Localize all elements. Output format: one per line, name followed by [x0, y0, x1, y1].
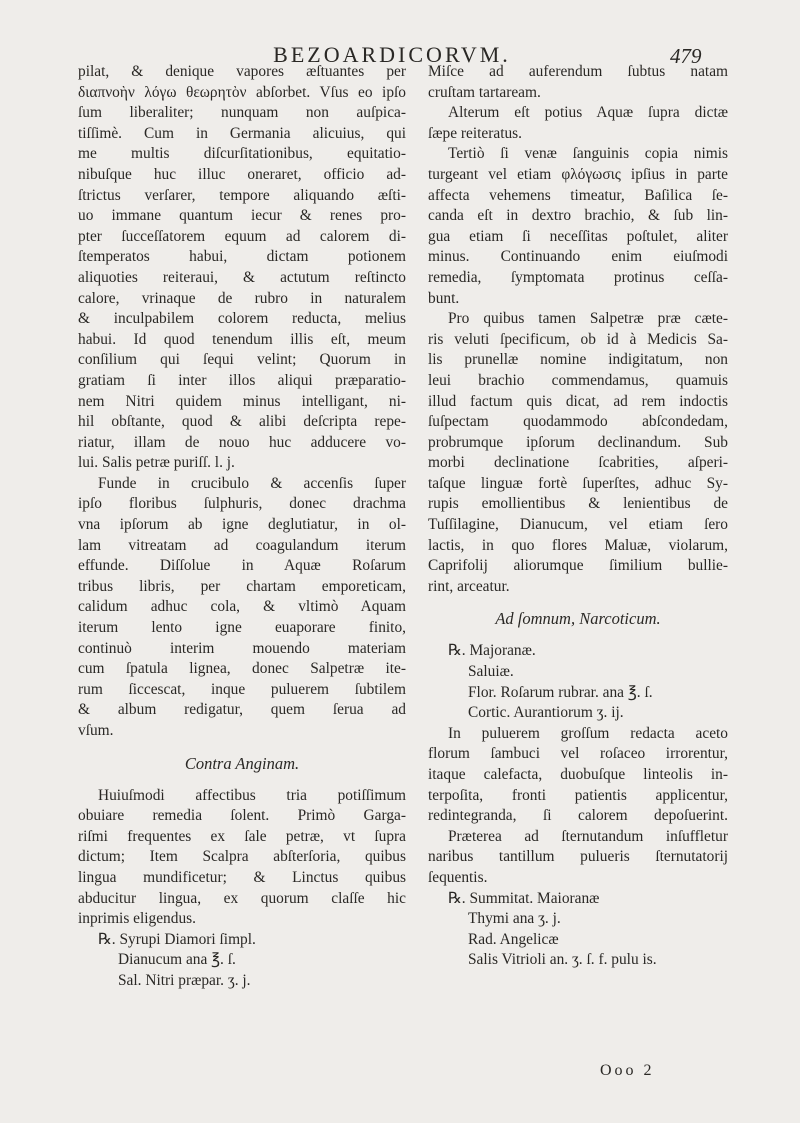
recipe-line: ℞. Syrupi Diamori ſimpl.: [98, 930, 256, 948]
recipe-line: Flor. Roſarum rubrar. ana ℥. ſ.: [468, 683, 653, 701]
text-line: lis prunellæ nomine indigitatum, non: [428, 351, 728, 369]
text-line: obuiare remedia ſolent. Primò Garga-: [78, 807, 406, 825]
text-line: tribus libris, per chartam emporeticam,: [78, 577, 406, 595]
catchword: Ooo 2: [600, 1062, 655, 1079]
recipe-line: ℞. Summitat. Maioranæ: [448, 889, 600, 907]
text-line: nem Nitri quidem minus intelligant, ni-: [78, 392, 406, 410]
text-line: morbi declinatione ſcabrities, aſperi-: [428, 454, 728, 472]
text-line: Funde in crucibulo & accenſis ſuper: [98, 474, 406, 492]
text-line: vna ipſorum ab igne deglutiatur, in ol-: [78, 516, 406, 534]
text-line: calore, vrinaque de rubro in naturalem: [78, 289, 406, 307]
text-line: redintegranda, ſi calorem depoſuerint.: [428, 807, 728, 825]
text-line: iterum lento igne euaporare finito,: [78, 619, 406, 637]
text-line: nibuſque huc illuc oneraret, officio ad-: [78, 165, 406, 183]
text-line: terpoſita, fronti patientis applicentur,: [428, 786, 728, 804]
text-line: ſuſpectam quodammodo abſcondedam,: [428, 413, 728, 431]
text-line: Tuſſilagine, Dianucum, vel etiam ſero: [428, 516, 728, 534]
text-line: turgeant vel etiam φλόγωσις ipſius in parte: [428, 165, 728, 183]
text-line: dictum; Item Scalpra abſterſoria, quibus: [78, 848, 406, 866]
recipe-line: Rad. Angelicæ: [468, 930, 559, 948]
text-line: rum ſiccescat, inque puluerem ſubtilem: [78, 680, 406, 698]
text-line: rupis emollientibus & lenientibus de: [428, 495, 728, 513]
text-line: διαπνοὴν λόγω θεωρητὸν abſorbet. Vſus eo ipſo: [78, 83, 406, 101]
text-line: gratiam ſi inter illos aliqui præparatio-: [78, 371, 406, 389]
text-line: Præterea ad ſternutandum inſuffletur: [448, 827, 728, 845]
text-line: leui brachio commendamus, quamuis: [428, 371, 728, 389]
text-line: ipſo floribus ſulphuris, donec drachma: [78, 495, 406, 513]
text-line: lingua mundificetur; & Linctus quibus: [78, 868, 406, 886]
text-line: ſtrictus verſarer, tempore aliquando æſti-: [78, 186, 406, 204]
text-line: tiſſimè. Cum in Germania alicuius, qui: [78, 124, 406, 142]
running-head: BEZOARDICORVM.: [273, 42, 511, 67]
text-line: In puluerem groſſum redacta aceto: [448, 724, 728, 742]
text-line: vſum.: [78, 722, 114, 739]
text-line: Tertiò ſi venæ ſanguinis copia nimis: [448, 145, 728, 163]
text-line: me multis diſcurſitationibus, equitatio-: [78, 145, 406, 163]
recipe-line: Dianucum ana ℥. ſ.: [118, 951, 236, 969]
page-number: 479: [670, 44, 702, 68]
text-line: effunde. Diſſolue in Aquæ Roſarum: [78, 557, 406, 575]
text-line: & inculpabilem colorem reducta, melius: [78, 310, 406, 328]
text-line: florum ſambuci vel roſaceo irrorentur,: [428, 745, 728, 763]
text-line: Caprifolij aliorumque ſimilium bullie-: [428, 557, 728, 575]
text-line: ris veluti ſpecificum, ob id à Medicis Sa-: [428, 330, 728, 348]
text-line: conſilium qui ſequi velint; Quorum in: [78, 351, 406, 369]
recipe-line: Thymi ana ʒ. j.: [468, 910, 561, 928]
text-line: lui. Salis petræ puriſſ. l. j.: [78, 454, 235, 472]
text-line: riatur, illam de nouo huc adducere vo-: [78, 433, 406, 451]
recipe-line: ℞. Majoranæ.: [448, 642, 536, 660]
text-line: naribus tantillum pulueris ſternutatorij: [428, 848, 728, 866]
text-line: probrumque ipſorum declinandum. Sub: [428, 433, 728, 451]
section-heading: Contra Anginam.: [184, 753, 300, 773]
right-column: [428, 62, 728, 971]
text-line: riſmi frequentes ex ſale petræ, vt ſupra: [78, 827, 406, 845]
text-line: remedia, ſymptomata protinus ceſſa-: [428, 268, 728, 286]
text-line: illud factum quis dicat, ad rem indoctis: [428, 392, 728, 410]
text-line: gua etiam ſi neceſſitas poſtulet, aliter: [428, 227, 728, 245]
text-line: pter ſucceſſatorem equum ad calorem di-: [78, 227, 406, 245]
text-line: taſque linguæ fortè ſuperſtes, adhuc Sy-: [428, 474, 728, 492]
text-line: & album redigatur, quem ſerua ad: [78, 701, 406, 719]
text-line: lam vitreatam ad coagulandum iterum: [78, 536, 406, 554]
text-line: inprimis eligendus.: [78, 910, 196, 928]
text-line: continuò interim mouendo materiam: [78, 639, 406, 657]
text-line: itaque calefacta, duobuſque linteolis in-: [428, 766, 728, 783]
recipe-line: Salis Vitrioli an. ʒ. ſ. f. pulu is.: [468, 951, 657, 969]
text-line: minus. Continuando enim eiuſmodi: [428, 248, 728, 266]
left-column: [78, 62, 406, 992]
text-line: affecta vehemens timeatur, Baſilica ſe-: [428, 186, 728, 204]
text-line: canda eſt in dextro brachio, & ſub lin-: [428, 207, 728, 225]
text-line: calidum adhuc cola, & vltimò Aquam: [78, 598, 406, 616]
text-line: bunt.: [428, 289, 460, 307]
text-line: Alterum eſt potius Aquæ ſupra dictæ: [448, 104, 728, 122]
text-line: cum ſpatula lignea, donec Salpetræ ite-: [78, 660, 406, 678]
text-line: hil obſtante, quod & alibi deſcripta repe-: [78, 413, 406, 431]
recipe-line: Sal. Nitri præpar. ʒ. j.: [118, 971, 251, 989]
text-line: habui. Id quod tenendum illis eſt, meum: [78, 330, 406, 348]
text-line: uo immane quantum iecur & renes pro-: [78, 207, 406, 225]
text-line: Huiuſmodi affectibus tria potiſſimum: [98, 786, 406, 804]
recipe-line: Cortic. Aurantiorum ʒ. ij.: [468, 704, 624, 722]
text-line: ſum liberaliter; nunquam non auſpica-: [78, 104, 406, 122]
text-line: Miſce ad auferendum ſubtus natam: [428, 63, 728, 80]
text-line: lactis, in quo flores Maluæ, violarum,: [428, 536, 728, 554]
text-line: rint, arceatur.: [428, 577, 510, 595]
text-line: ſequentis.: [428, 868, 488, 886]
text-line: cruſtam tartaream.: [428, 83, 541, 101]
text-line: ſæpe reiteratus.: [428, 124, 523, 142]
text-line: ſtemperatos habui, dictam potionem: [78, 248, 406, 266]
section-heading: Ad ſomnum, Narcoticum.: [495, 609, 661, 629]
text-line: abducitur lingua, ex quorum claſſe hic: [78, 889, 406, 907]
text-line: Pro quibus tamen Salpetræ præ cæte-: [448, 310, 728, 328]
text-line: aliquoties reiteraui, & actutum reſtincto: [78, 268, 406, 286]
recipe-line: Saluiæ.: [468, 663, 514, 681]
text-line: pilat, & denique vapores æſtuantes per: [78, 63, 406, 80]
